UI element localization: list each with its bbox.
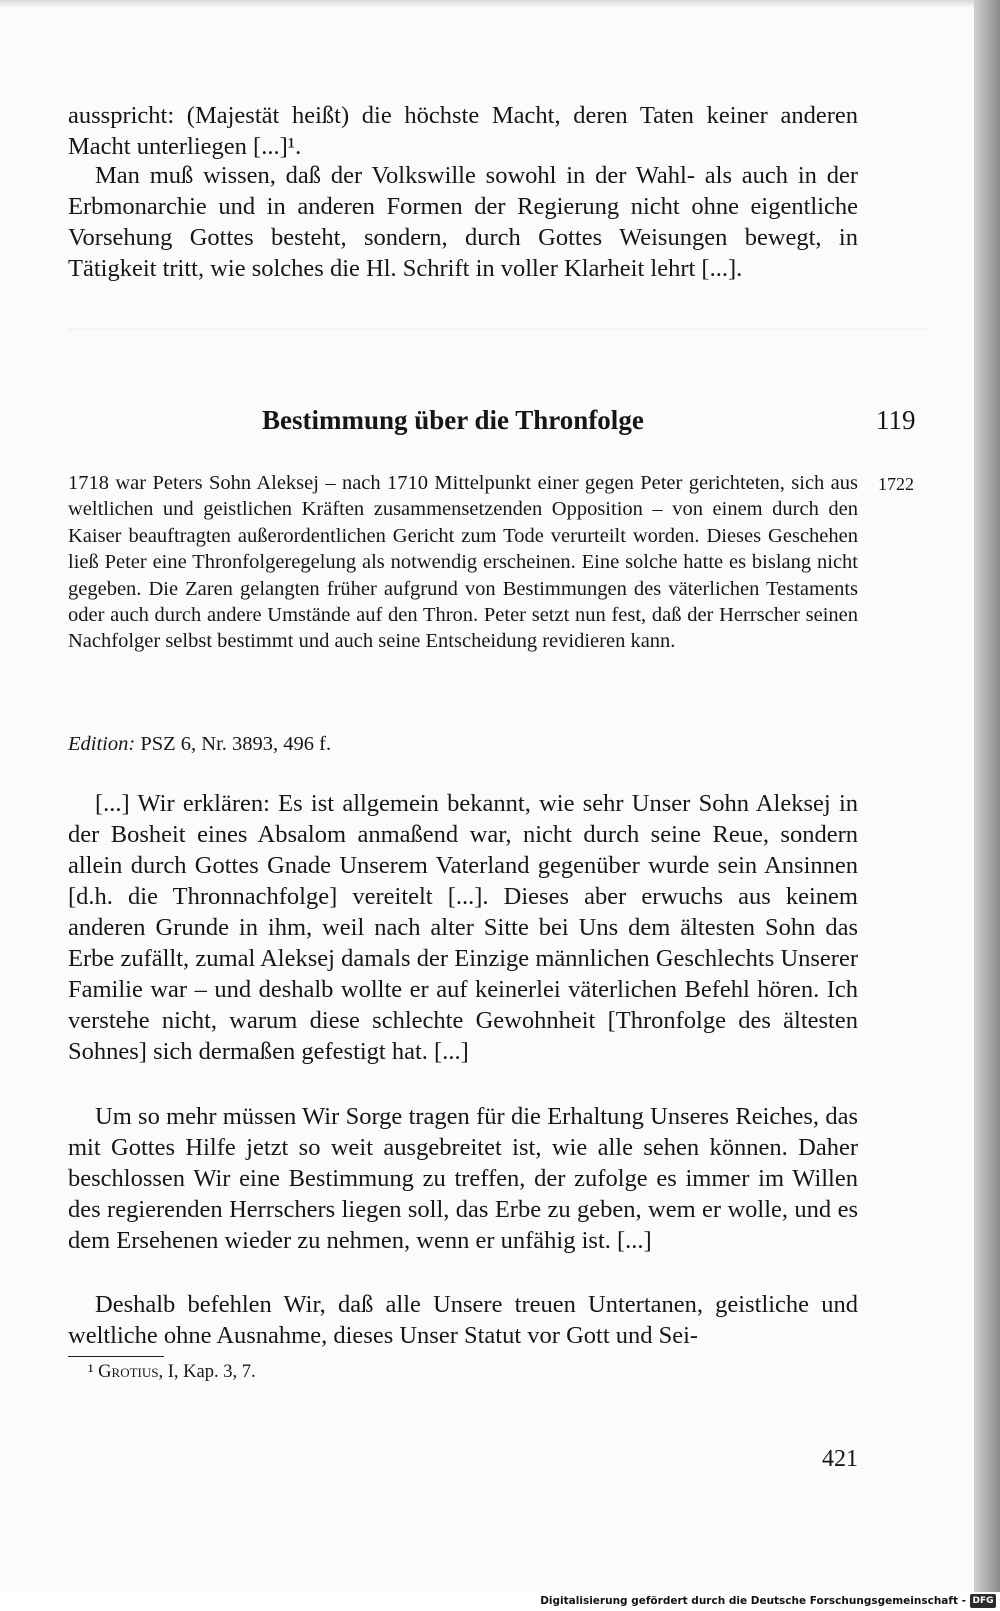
margin-year: 1722	[878, 474, 914, 494]
edition-label: Edition:	[68, 733, 136, 755]
upper-paragraph-2: Man muß wissen, daß der Volkswille sowohl in der Wahl- als auch in der Erbmonarchie und in anderen Formen der Regierung nicht ohne eigentliche Vorsehung Gottes besteht, sondern, durch Gottes Weisungen bewegt, in Tätigkeit tritt, wie solches die Hl. Schrift in voller Klarheit lehrt [...].	[68, 162, 858, 282]
bleed-through-shadow	[68, 328, 928, 330]
footnote-marker: ¹	[88, 1362, 94, 1382]
footnote-rule	[68, 1356, 164, 1357]
upper-paragraph-1: ausspricht: (Majestät heißt) die höchste Macht, deren Taten keiner anderen Macht unterliegen [...]¹.	[68, 102, 858, 160]
scan-top-edge	[0, 0, 974, 8]
lower-paragraph-2: Um so mehr müssen Wir Sorge tragen für die Erhaltung Unseres Reiches, das mit Gottes Hilfe jetzt so weit ausgebreitet ist, wie alle sehen können. Daher beschlossen Wir eine Bestimmung zu treffen, der zufolge es immer im Willen des regierenden Herrschers liegen soll, das Erbe zu geben, wem er wolle, und es dem Ersehenen wieder zu nehmen, wenn er unfähig ist. [...]	[68, 1103, 858, 1254]
document-number: 119	[876, 405, 916, 435]
lower-paragraph-3: Deshalb befehlen Wir, daß alle Unsere treuen Untertanen, geistliche und weltliche ohne Ausnahme, dieses Unser Statut vor Gott und Sei-	[68, 1291, 858, 1349]
scan-right-edge	[974, 0, 1000, 1611]
edition-value: PSZ 6, Nr. 3893, 496 f.	[140, 733, 332, 755]
intro-paragraph: 1718 war Peters Sohn Aleksej – nach 1710 Mittelpunkt einer gegen Peter gerichteten, sich aus weltlichen und geistlichen Kräften zusammensetzenden Opposition – von einem durch den Kaiser beauftragten außerordentlichen Gericht zum Tode verurteilt worden. Dieses Geschehen ließ Peter eine Thronfolgeregelung als notwendig erscheinen. Eine solche hatte es bislang nicht gegeben. Die Zaren gelangten früher aufgrund von Bestimmungen des väterlichen Testaments oder auch durch andere Umstände auf den Thron. Peter setzt nun fest, daß der Herrscher seinen Nachfolger selbst bestimmt und auch seine Entscheidung revidieren kann.	[68, 472, 858, 653]
page-number: 421	[822, 1446, 858, 1472]
lower-paragraph-1: [...] Wir erklären: Es ist allgemein bekannt, wie sehr Unser Sohn Aleksej in der Bosheit eines Absalom anmaßend war, nicht durch seine Reue, sondern allein durch Gottes Gnade Unserem Vaterland gegenüber wurde sein Ansinnen [d.h. die Thronnachfolge] vereitelt [...]. Dieses aber erwuchs aus keinem anderen Grunde in ihm, weil nach alter Sitte bei Uns dem ältesten Sohn das Erbe zufällt, zumal Aleksej damals der Einzige männlichen Geschlechts Unserer Familie war – und deshalb wollte er auf keinerlei väterlichen Befehl hören. Ich verstehe nicht, warum diese schlechte Gewohnheit [Thronfolge des ältesten Sohnes] sich dermaßen gefestigt hat. [...]	[68, 790, 858, 1065]
dfg-logo: DFG	[970, 1594, 996, 1608]
edition-line	[68, 730, 331, 758]
digitization-credit: Digitalisierung gefördert durch die Deutsche Forschungsgemeinschaft -	[540, 1595, 966, 1607]
footnote-reference: , I, Kap. 3, 7.	[158, 1362, 256, 1382]
footnote-author: Grotius	[98, 1362, 159, 1382]
section-heading: Bestimmung über die Thronfolge	[262, 405, 644, 435]
footnote	[88, 1360, 256, 1384]
